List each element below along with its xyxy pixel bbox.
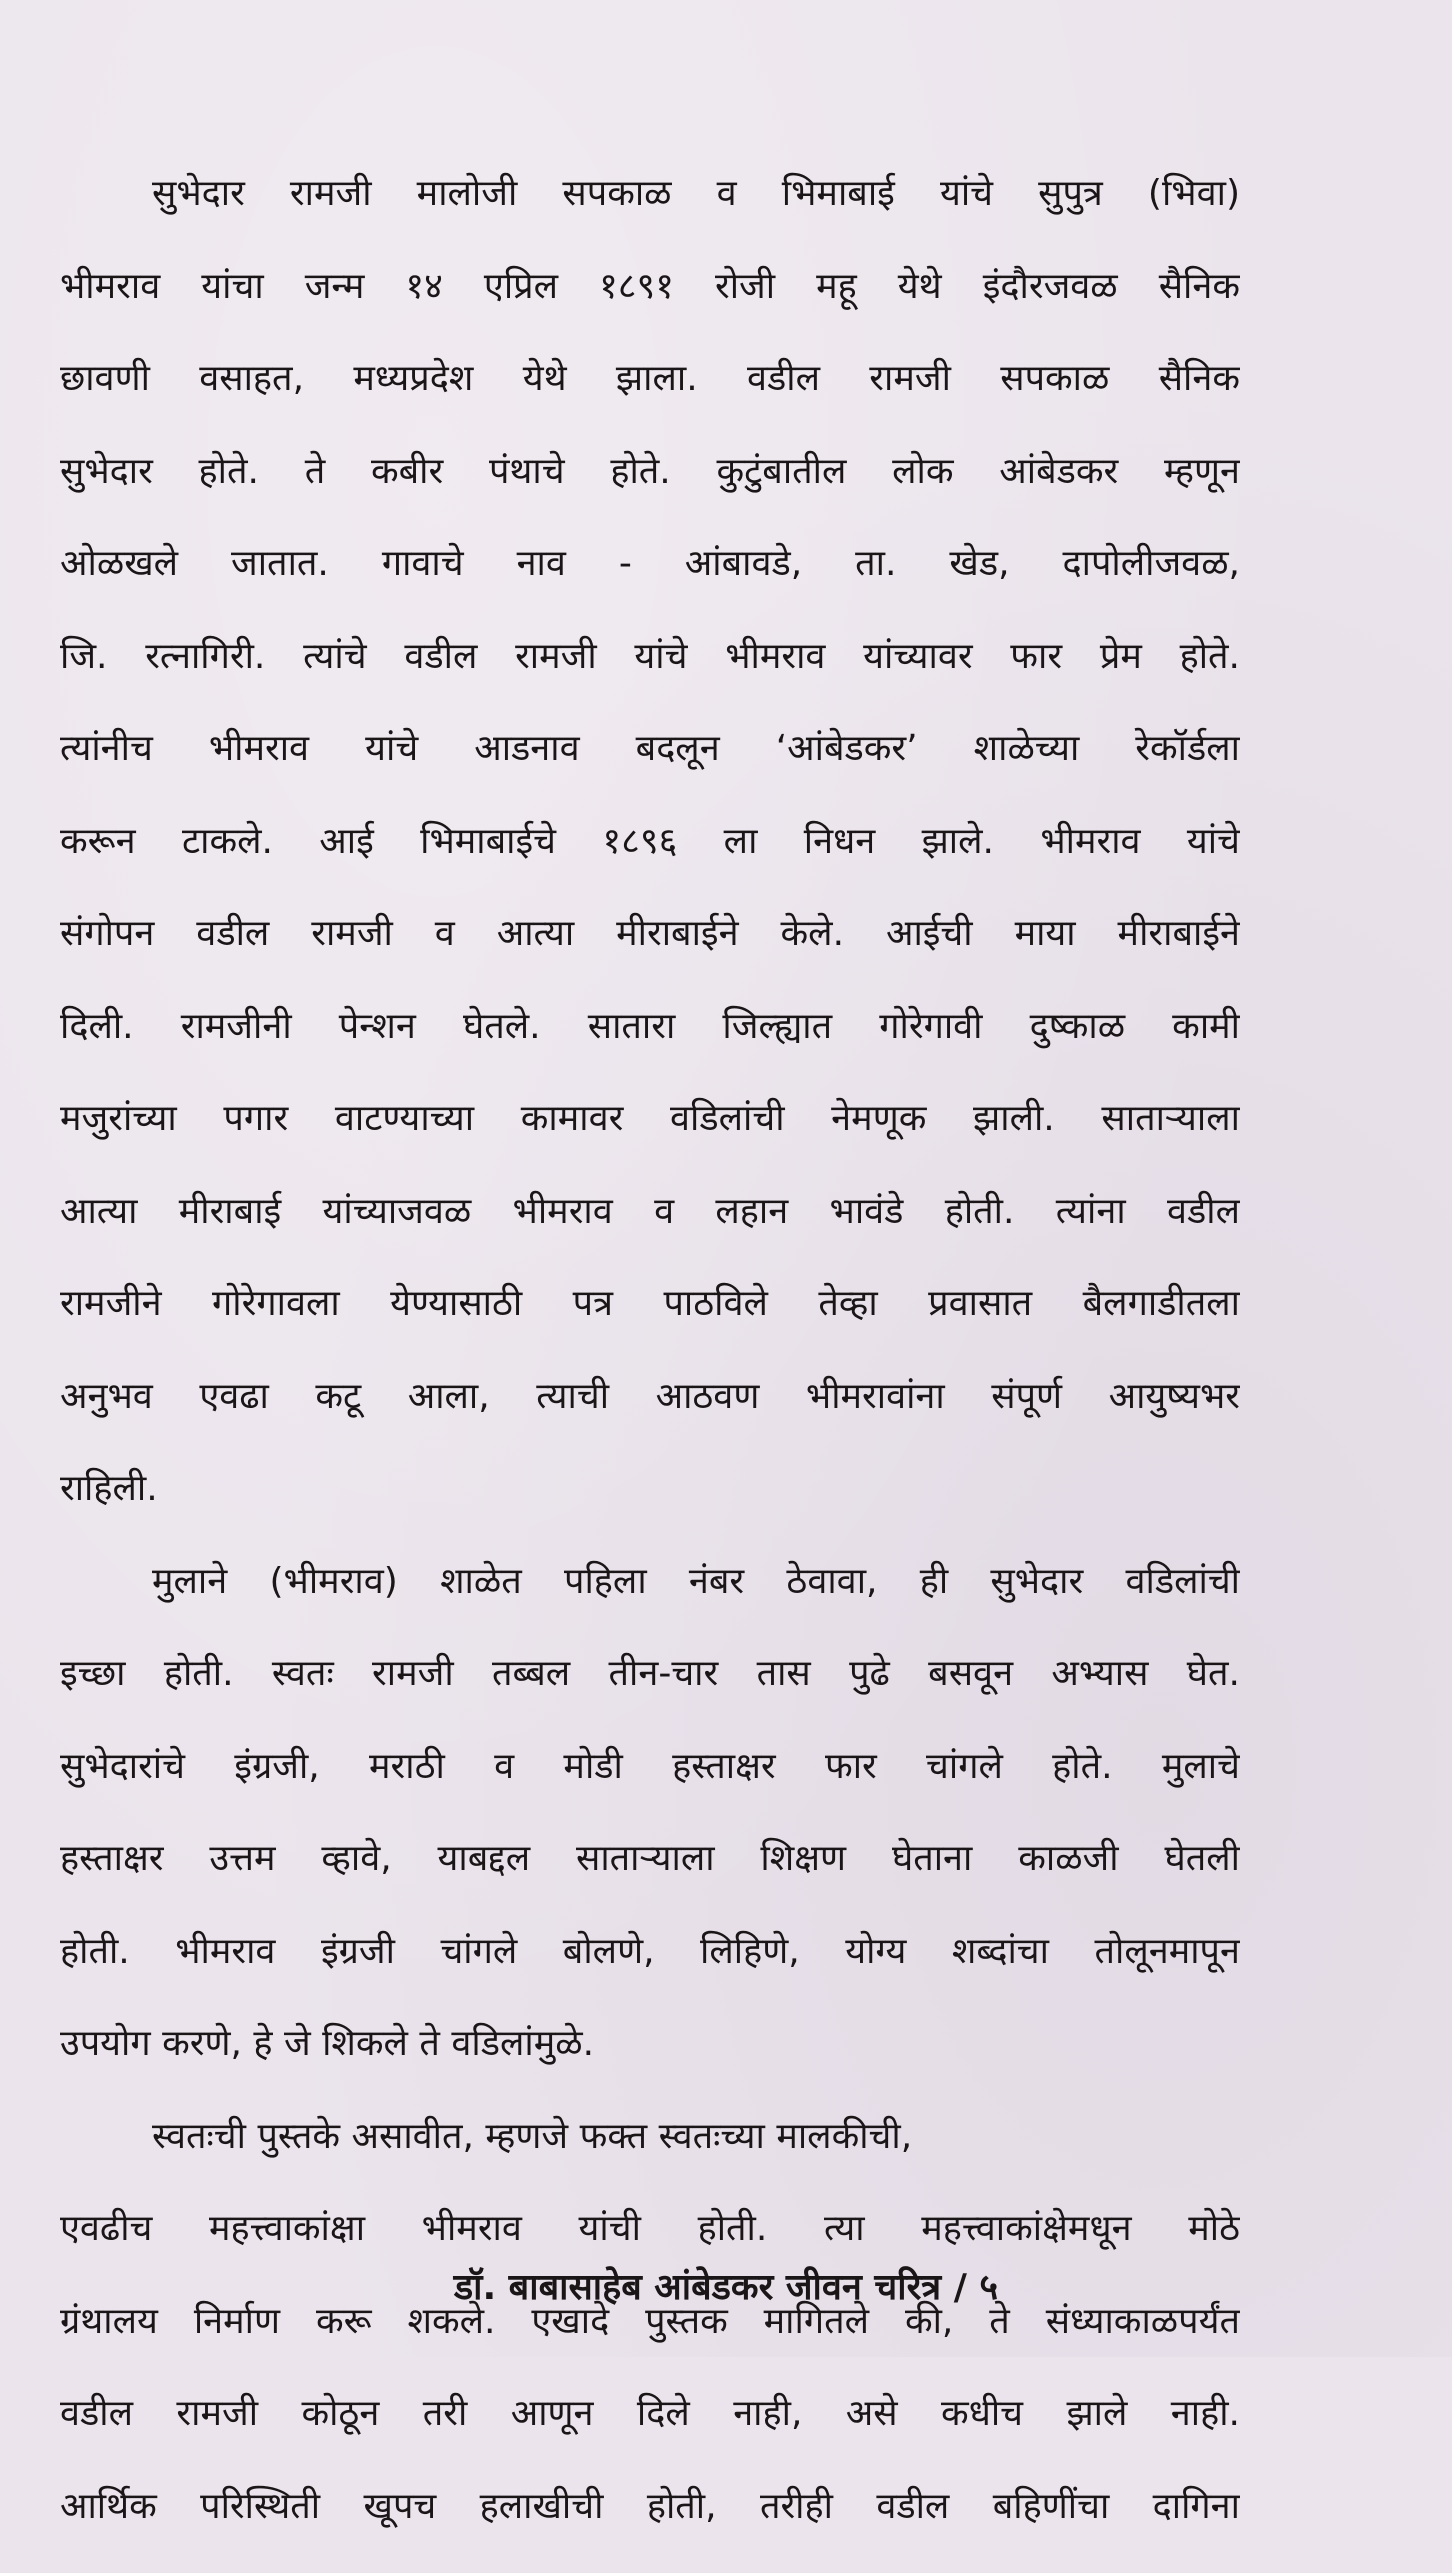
text-line: वडील रामजी कोठून तरी आणून दिले नाही, असे कधीच झाले नाही. <box>60 2388 1240 2481</box>
text-line: भीमराव यांचा जन्म १४ एप्रिल १८९१ रोजी महू येथे इंदौरजवळ सैनिक <box>60 261 1240 354</box>
text-line: आर्थिक परिस्थिती खूपच हलाखीची होती, तरीही वडील बहिणींचा दागिना <box>60 2481 1240 2573</box>
text-line: ग्रंथालय निर्माण करू शकले. एखादे पुस्तक मागितले की, ते संध्याकाळपर्यंत <box>60 2296 1240 2389</box>
text-line: एवढीच महत्त्वाकांक्षा भीमराव यांची होती. त्या महत्त्वाकांक्षेमधून मोठे <box>60 2203 1240 2296</box>
text-line: मुलाने (भीमराव) शाळेत पहिला नंबर ठेवावा, ही सुभेदार वडिलांची <box>60 1556 1240 1649</box>
text-line: दिली. रामजीनी पेन्शन घेतले. सातारा जिल्ह्यात गोरेगावी दुष्काळ कामी <box>60 1001 1240 1094</box>
text-line: मजुरांच्या पगार वाटण्याच्या कामावर वडिलांची नेमणूक झाली. साताऱ्याला <box>60 1093 1240 1186</box>
text-line: इच्छा होती. स्वतः रामजी तब्बल तीन-चार तास पुढे बसवून अभ्यास घेत. <box>60 1648 1240 1741</box>
text-line: सुभेदार रामजी मालोजी सपकाळ व भिमाबाई यांचे सुपुत्र (भिवा) <box>60 168 1240 261</box>
text-line: होती. भीमराव इंग्रजी चांगले बोलणे, लिहिणे, योग्य शब्दांचा तोलूनमापून <box>60 1926 1240 2019</box>
text-line: सुभेदारांचे इंग्रजी, मराठी व मोडी हस्ताक्षर फार चांगले होते. मुलाचे <box>60 1741 1240 1834</box>
paragraph-3 <box>60 2111 1240 2573</box>
text-line: छावणी वसाहत, मध्यप्रदेश येथे झाला. वडील रामजी सपकाळ सैनिक <box>60 353 1240 446</box>
text-line: अनुभव एवढा कटू आला, त्याची आठवण भीमरावांना संपूर्ण आयुष्यभर <box>60 1371 1240 1464</box>
text-line: करून टाकले. आई भिमाबाईचे १८९६ ला निधन झाले. भीमराव यांचे <box>60 816 1240 909</box>
text-line: राहिली. <box>60 1463 1240 1556</box>
paragraph-1 <box>60 168 1240 1556</box>
text-line: ओळखले जातात. गावाचे नाव - आंबावडे, ता. खेड, दापोलीजवळ, <box>60 538 1240 631</box>
text-line: रामजीने गोरेगावला येण्यासाठी पत्र पाठविले तेव्हा प्रवासात बैलगाडीतला <box>60 1278 1240 1371</box>
text-line: आत्या मीराबाई यांच्याजवळ भीमराव व लहान भावंडे होती. त्यांना वडील <box>60 1186 1240 1279</box>
text-line: जि. रत्नागिरी. त्यांचे वडील रामजी यांचे भीमराव यांच्यावर फार प्रेम होते. <box>60 631 1240 724</box>
text-line: त्यांनीच भीमराव यांचे आडनाव बदलून ‘आंबेडकर’ शाळेच्या रेकॉर्डला <box>60 723 1240 816</box>
text-line: स्वतःची पुस्तके असावीत, म्हणजे फक्त स्वतःच्या मालकीची, <box>60 2111 1240 2204</box>
text-line: हस्ताक्षर उत्तम व्हावे, याबद्दल साताऱ्याला शिक्षण घेताना काळजी घेतली <box>60 1833 1240 1926</box>
paragraph-2 <box>60 1556 1240 2111</box>
text-line: उपयोग करणे, हे जे शिकले ते वडिलांमुळे. <box>60 2018 1240 2111</box>
body-text <box>60 168 1240 2573</box>
text-line: संगोपन वडील रामजी व आत्या मीराबाईने केले. आईची माया मीराबाईने <box>60 908 1240 1001</box>
text-line: सुभेदार होते. ते कबीर पंथाचे होते. कुटुंबातील लोक आंबेडकर म्हणून <box>60 446 1240 539</box>
page-footer: डॉ. बाबासाहेब आंबेडकर जीवन चरित्र / ५ <box>0 2262 1452 2314</box>
